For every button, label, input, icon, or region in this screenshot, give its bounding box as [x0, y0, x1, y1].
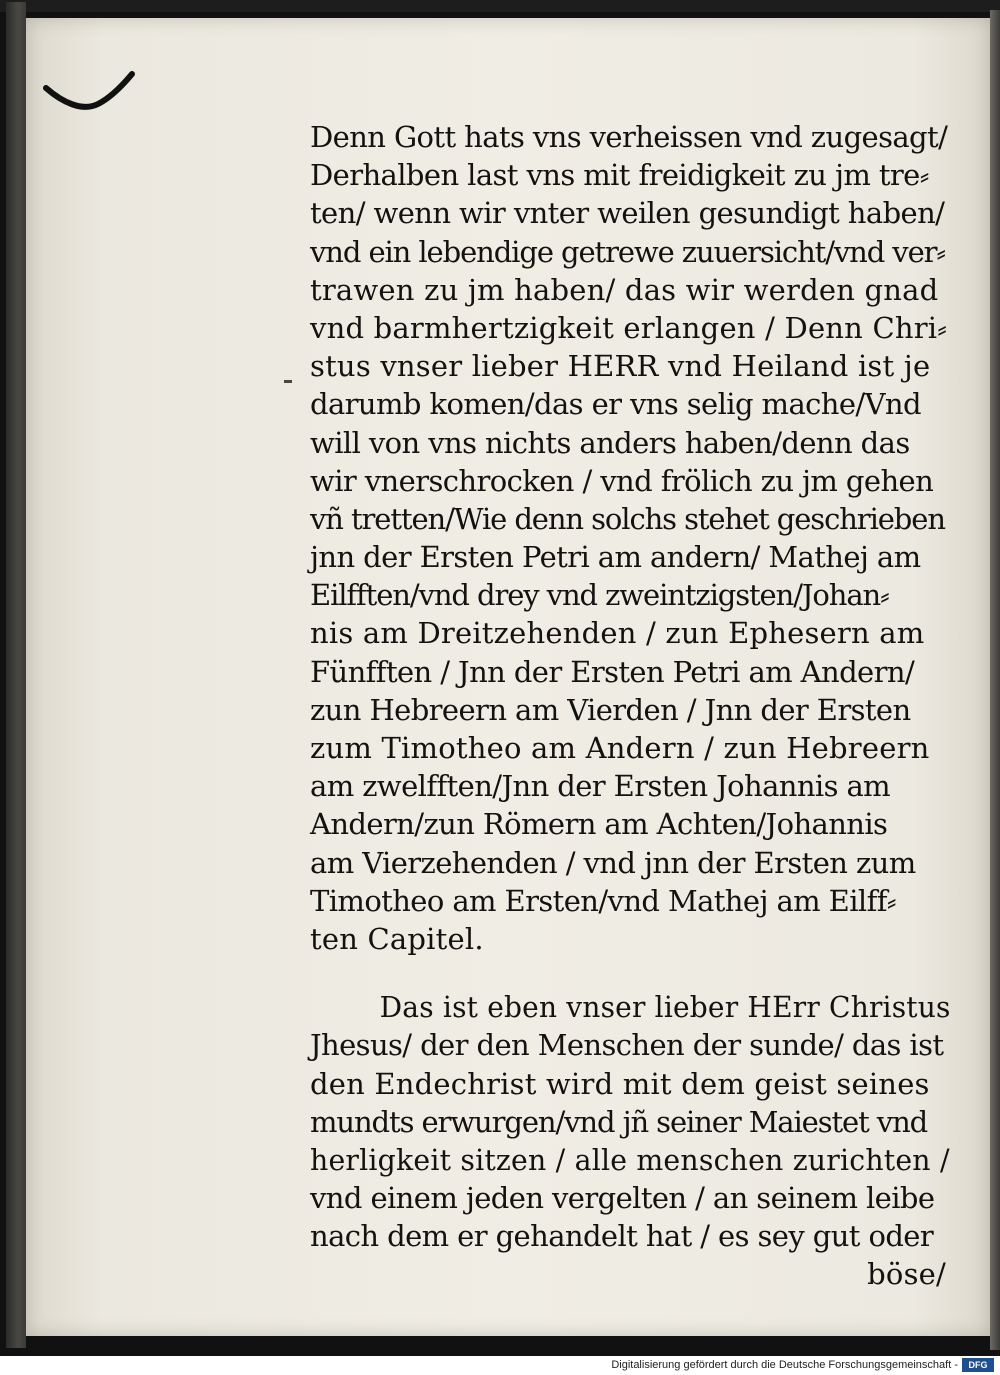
right-page-edge	[990, 10, 1000, 1350]
text-line: vnd einem jeden vergelten / an seinem leibe	[310, 1181, 935, 1216]
catchword: böse/	[867, 1257, 946, 1292]
text-line: herligkeit sitzen / alle menschen zurichten /	[310, 1142, 950, 1177]
text-line: zun Hebreern am Vierden / Jnn der Ersten	[310, 692, 911, 727]
text-line: vñ tretten/Wie denn solchs stehet geschrieben	[310, 501, 945, 536]
text-line: am Vierzehenden / vnd jnn der Ersten zum	[310, 845, 916, 880]
text-line: Andern/zun Römern am Achten/Johannis	[310, 807, 888, 842]
text-line: vnd ein lebendige getrewe zuuersicht/vnd ver⸗	[310, 234, 945, 269]
scan-top-band	[0, 0, 1000, 12]
paragraph-1	[310, 118, 950, 958]
text-line: wir vnerschrocken / vnd frölich zu jm gehen	[310, 463, 934, 498]
margin-dash	[284, 380, 292, 383]
text-line: Fünfften / Jnn der Ersten Petri am Andern/	[310, 654, 915, 689]
text-line: ten/ wenn wir vnter weilen gesundigt haben/	[310, 196, 945, 231]
text-line: vnd barmhertzigkeit erlangen / Denn Chri⸗	[310, 310, 948, 345]
text-line: stus vnser lieber HERR vnd Heiland ist je	[310, 349, 931, 384]
text-line: trawen zu jm haben/ das wir werden gnad	[310, 272, 939, 307]
text-line: jnn der Ersten Petri am andern/ Mathej am	[310, 540, 921, 575]
binding-edge	[6, 2, 26, 1348]
text-line: Das ist eben vnser lieber HErr Christus	[379, 990, 951, 1025]
text-line: Eilfften/vnd drey vnd zweintzigsten/Johan⸗	[310, 578, 889, 613]
footer-bar	[0, 1356, 1000, 1375]
text-line: nis am Dreitzehenden / zun Ephesern am	[310, 616, 925, 651]
text-line: nach dem er gehandelt hat / es sey gut oder	[310, 1219, 934, 1254]
funding-credit: Digitalisierung gefördert durch die Deutsche Forschungsgemeinschaft -	[611, 1359, 958, 1371]
text-line: ten Capitel.	[310, 921, 484, 956]
text-line: Timotheo am Ersten/vnd Mathej am Eilff⸗	[310, 883, 896, 918]
dfg-logo-icon[interactable]: DFG	[962, 1358, 994, 1372]
text-line: darumb komen/das er vns selig mache/Vnd	[310, 387, 921, 422]
text-line: Derhalben last vns mit freidigkeit zu jm tre⸗	[310, 158, 929, 193]
text-line: mundts erwurgen/vnd jñ seiner Maiestet vnd	[310, 1104, 928, 1139]
pen-mark-icon	[40, 68, 140, 114]
text-line: Denn Gott hats vns verheissen vnd zugesagt/	[310, 120, 948, 154]
text-line: Jhesus/ der den Menschen der sunde/ das ist	[310, 1028, 944, 1063]
text-line: am zwelfften/Jnn der Ersten Johannis am	[310, 769, 891, 804]
text-line: will von vns nichts anders haben/denn das	[310, 425, 910, 460]
text-line: zum Timotheo am Andern / zun Hebreern	[310, 731, 930, 765]
printed-text	[310, 118, 950, 1294]
text-line: den Endechrist wird mit dem geist seines	[310, 1066, 930, 1101]
paragraph-2	[310, 988, 950, 1294]
